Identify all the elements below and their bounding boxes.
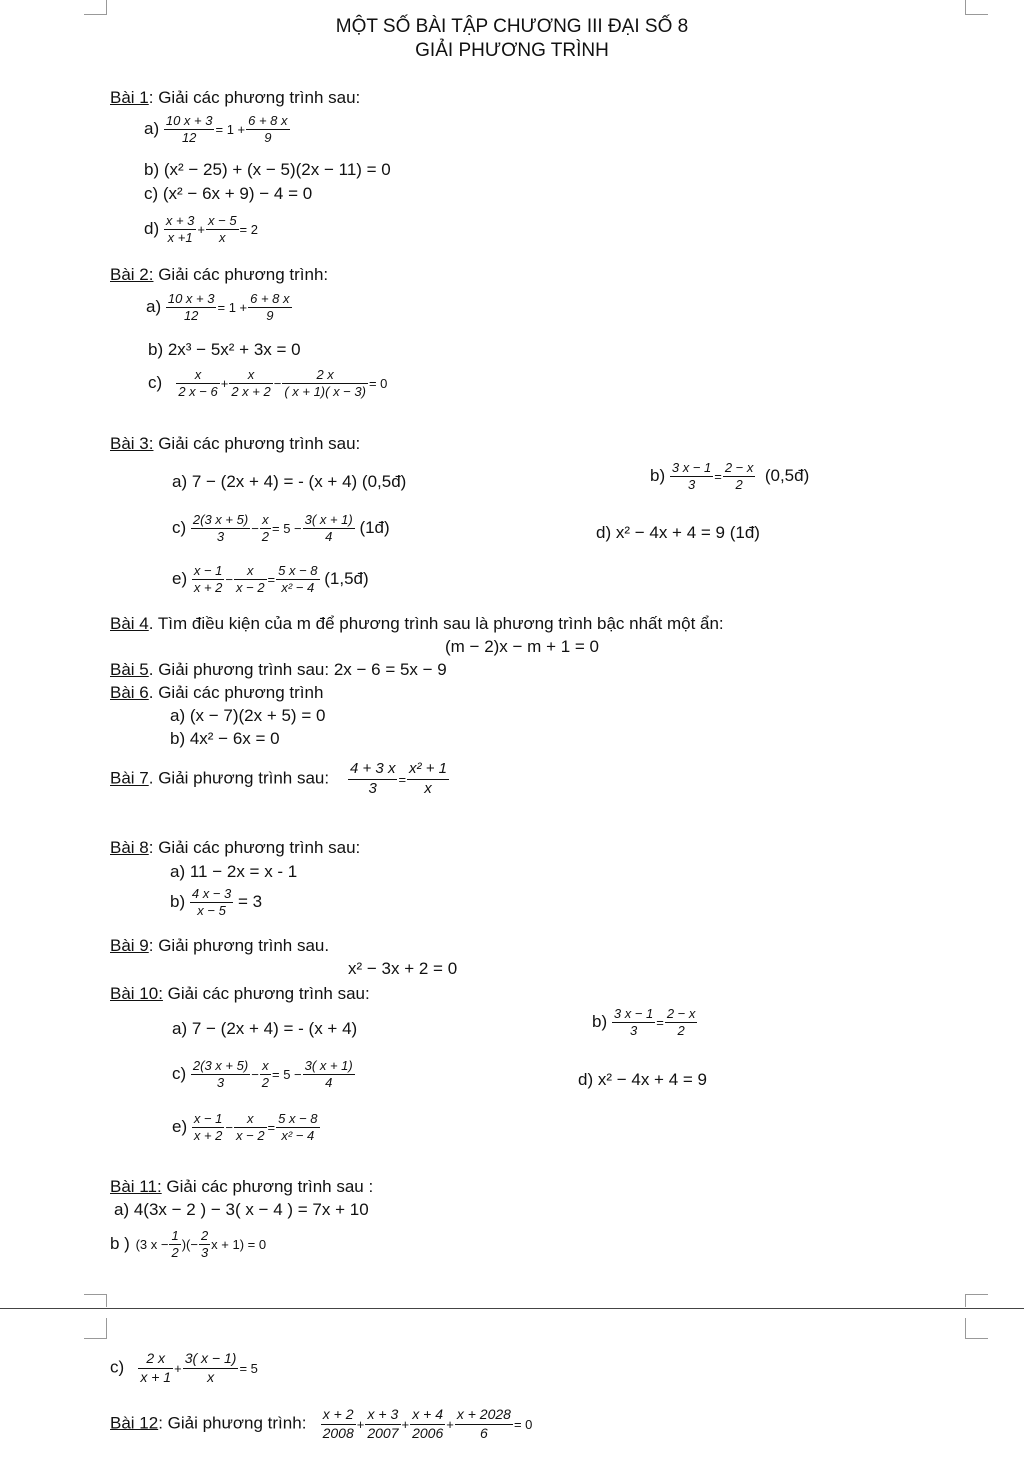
problem-1b: b) (x² − 25) + (x − 5)(2x − 11) = 0	[144, 160, 391, 179]
corner-mark	[84, 0, 107, 15]
problem-2-heading: Bài 2: Giải các phương trình:	[110, 265, 329, 284]
problem-8b: b) $\frac{4 x - 3}{x - 5}$ = 3	[170, 886, 263, 919]
problem-6b: b) 4x² − 6x = 0	[170, 729, 280, 748]
problem-2c: c) $\frac{x}{2 x - 6}$ + $\frac{x}{2 x + 2}$ − $\frac{2 x}{( x + 1)( x - 3)}$ = 0	[148, 367, 388, 400]
problem-10a: a) 7 − (2x + 4) = - (x + 4)	[172, 1019, 358, 1038]
corner-mark	[965, 1318, 988, 1339]
problem-7: Bài 7. Giải phương trình sau: $\frac{4 + 3 x}{3}$ = $\frac{\text{x² + 1}}{x}$	[110, 760, 447, 797]
problem-6a: a) (x − 7)(2x + 5) = 0	[170, 706, 326, 725]
problem-11b: b ) (3 x − $\frac{1}{2}$ )(− $\frac{2}{3}$ x + 1) = 0	[110, 1228, 267, 1261]
page-break-line	[0, 1308, 1024, 1309]
problem-12: Bài 12: Giải phương trình: $\frac{x + 2}{2008}$ + $\frac{x + 3}{2007}$ + $\frac{x + 4}{2006}$ + $\frac{x + 2028}{6}$ = 0	[110, 1406, 533, 1441]
problem-4-heading: Bài 4. Tìm điều kiện của m để phương trình sau là phương trình bậc nhất một ẩn:	[110, 614, 724, 633]
problem-3-heading: Bài 3: Giải các phương trình sau:	[110, 434, 361, 453]
problem-1a: a) $\frac{10 x + 3}{12}$ = 1 + $\frac{6 + 8 x}{9}$	[144, 113, 288, 146]
problem-10c: c) $\frac{2(3 x + 5)}{3}$ − $\frac{x}{2}$ = 5 − $\frac{3( x + 1)}{4}$	[172, 1058, 353, 1091]
problem-3b: b) $\frac{3 x - 1}{3}$ = $\frac{2 - x}{2}$ (0,5đ)	[650, 460, 810, 493]
page-subtitle: GIẢI PHƯƠNG TRÌNH	[415, 40, 609, 61]
problem-1d: d) $\frac{x + 3}{x +1}$ + $\frac{x - 5}{x}$ = 2	[144, 213, 258, 246]
problem-2b: b) 2x³ − 5x² + 3x = 0	[148, 340, 301, 359]
problem-3c: c) $\frac{2(3 x + 5)}{3}$ − $\frac{x}{2}$ = 5 − $\frac{3( x + 1)}{4}$ (1đ)	[172, 512, 390, 545]
problem-1-heading: Bài 1: Giải các phương trình sau:	[110, 88, 361, 107]
problem-1c: c) (x² − 6x + 9) − 4 = 0	[144, 184, 313, 203]
problem-10d: d) x² − 4x + 4 = 9	[578, 1070, 707, 1089]
problem-3a: a) 7 − (2x + 4) = - (x + 4) (0,5đ)	[172, 472, 407, 491]
problem-10b: b) $\frac{3 x - 1}{3}$ = $\frac{2 - x}{2}$	[592, 1006, 696, 1039]
problem-4-equation: (m − 2)x − m + 1 = 0	[445, 637, 600, 656]
problem-10-heading: Bài 10: Giải các phương trình sau:	[110, 984, 370, 1003]
problem-10e: e) $\frac{x - 1}{x + 2}$ − $\frac{x}{x - 2}$ = $\frac{5 x - 8}{\text{x² − 4}}$	[172, 1111, 318, 1144]
problem-5: Bài 5. Giải phương trình sau: 2x − 6 = 5x − 9	[110, 660, 447, 679]
problem-9-heading: Bài 9: Giải phương trình sau.	[110, 936, 330, 955]
corner-mark	[84, 1318, 107, 1339]
problem-11a: a) 4(3x − 2 ) − 3( x − 4 ) = 7x + 10	[114, 1200, 369, 1219]
problem-11c: c) $\frac{2 x}{x + 1}$ + $\frac{3( x - 1)}{x}$ = 5	[110, 1350, 258, 1385]
corner-mark	[965, 1294, 988, 1307]
problem-3e: e) $\frac{x - 1}{x + 2}$ − $\frac{x}{x - 2}$ = $\frac{5 x - 8}{\text{x² − 4}}$ (1,5đ)	[172, 563, 369, 596]
corner-mark	[84, 1294, 107, 1307]
problem-3d: d) x² − 4x + 4 = 9 (1đ)	[596, 523, 760, 542]
problem-2a: a) $\frac{10 x + 3}{12}$ = 1 + $\frac{6 + 8 x}{9}$	[146, 291, 290, 324]
problem-8a: a) 11 − 2x = x - 1	[170, 862, 298, 881]
problem-6-heading: Bài 6. Giải các phương trình	[110, 683, 324, 702]
problem-11-heading: Bài 11: Giải các phương trình sau :	[110, 1177, 374, 1196]
problem-9-equation: x² − 3x + 2 = 0	[348, 959, 458, 978]
corner-mark	[965, 0, 988, 15]
problem-8-heading: Bài 8: Giải các phương trình sau:	[110, 838, 361, 857]
page-title: MỘT SỐ BÀI TẬP CHƯƠNG III ĐẠI SỐ 8	[335, 16, 689, 37]
